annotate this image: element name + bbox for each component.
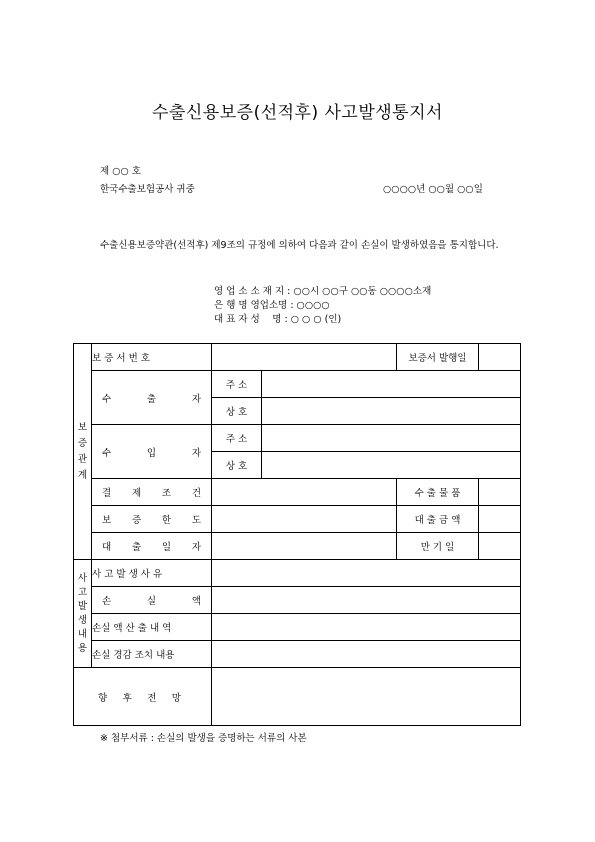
section-accident-char: 내 (77, 628, 88, 640)
section-accident-char: 발 (77, 600, 88, 612)
sender-address-value: ○○시 ○○구 ○○동 ○○○○소재 (293, 286, 432, 297)
label-loan-date (92, 533, 212, 560)
label-maturity: 만 기 일 (397, 533, 479, 560)
outlook-label-char: 전 (147, 692, 157, 704)
document-date: ○○○○년 ○○월 ○○일 (383, 184, 483, 195)
limit-label-char: 보 (102, 515, 112, 526)
sender-rep-label: 대 표 자 성 명 : (214, 314, 291, 325)
exporter-label-char: 수 (102, 393, 112, 405)
document-number: 제 ○○ 호 (100, 166, 141, 177)
sender-representative (214, 311, 341, 325)
section-guarantee-char: 보 (77, 421, 88, 433)
label-issue-date: 보증서 발행일 (397, 344, 479, 371)
loan-date-label-char: 자 (191, 542, 201, 553)
loan-date-label-char: 일 (161, 542, 172, 553)
label-outlook (74, 668, 212, 726)
loan-date-label-char: 대 (102, 542, 112, 553)
sender-address-label: 영 업 소 소 재 지 : (214, 286, 294, 297)
loss-amount-label-char: 손 (102, 596, 112, 607)
outlook-label-char: 후 (122, 692, 132, 704)
label-exporter-trade-name: 상 호 (212, 398, 262, 425)
outlook-label-char: 망 (171, 692, 181, 704)
label-exporter (92, 371, 212, 425)
section-guarantee-char: 계 (77, 469, 88, 481)
field-issue-date[interactable] (479, 344, 521, 371)
loss-amount-label-char: 액 (191, 596, 201, 607)
sender-address (214, 283, 431, 297)
label-settlement (92, 479, 212, 506)
field-loss-amount[interactable] (212, 587, 521, 614)
label-export-item: 수 출 물 품 (397, 479, 479, 506)
section-accident-char: 고 (77, 586, 88, 598)
notice-form-table (73, 343, 521, 726)
label-importer-trade-name: 상 호 (212, 452, 262, 479)
section-guarantee-char: 증 (77, 437, 88, 449)
attachment-note: ※ 첨부서류 : 손실의 발생을 증명하는 서류의 사본 (100, 733, 307, 744)
label-guarantee-number: 보 증 서 번 호 (92, 344, 212, 371)
importer-label-char: 자 (191, 447, 201, 459)
field-loss-detail[interactable] (212, 614, 521, 641)
section-accident-char: 사 (77, 572, 88, 584)
field-settlement[interactable] (212, 479, 397, 506)
label-importer-address: 주 소 (212, 425, 262, 452)
settlement-label-char: 결 (102, 488, 112, 499)
sender-bank-label: 은 행 명 영업소명 : (214, 300, 297, 311)
sender-rep-value: ○ ○ ○ (인) (290, 314, 342, 325)
limit-label-char: 도 (191, 515, 201, 526)
importer-label-char: 수 (102, 447, 112, 459)
label-accident-reason: 사 고 발 생 사 유 (92, 560, 212, 587)
field-loan-date[interactable] (212, 533, 397, 560)
label-importer (92, 425, 212, 479)
field-importer-address[interactable] (262, 425, 521, 452)
recipient: 한국수출보험공사 귀중 (100, 184, 195, 195)
sender-bank-value: ○○○○ (296, 300, 330, 311)
section-guarantee-char: 관 (77, 453, 88, 465)
field-loan-amount[interactable] (479, 506, 521, 533)
settlement-label-char: 건 (191, 488, 201, 499)
exporter-label-char: 출 (146, 393, 157, 405)
field-maturity[interactable] (479, 533, 521, 560)
outlook-label-char: 향 (98, 692, 108, 704)
body-paragraph: 수출신용보증약관(선적후) 제9조의 규정에 의하여 다음과 같이 손실이 발생하였음을 통지합니다. (100, 240, 499, 251)
field-guarantee-limit[interactable] (212, 506, 397, 533)
field-exporter-address[interactable] (262, 371, 521, 398)
label-guarantee-limit (92, 506, 212, 533)
importer-label-char: 입 (146, 447, 157, 459)
limit-label-char: 증 (131, 515, 142, 526)
field-guarantee-number[interactable] (212, 344, 397, 371)
settlement-label-char: 제 (131, 488, 142, 499)
loss-amount-label-char: 실 (146, 596, 157, 607)
field-export-item[interactable] (479, 479, 521, 506)
sender-bank (214, 297, 330, 311)
field-loss-measures[interactable] (212, 641, 521, 668)
section-accident-details (74, 560, 92, 668)
label-loss-measures: 손실 경감 조치 내용 (92, 641, 212, 668)
label-loss-amount (92, 587, 212, 614)
field-importer-trade-name[interactable] (262, 452, 521, 479)
section-accident-char: 용 (77, 642, 88, 654)
field-exporter-trade-name[interactable] (262, 398, 521, 425)
exporter-label-char: 자 (191, 393, 201, 405)
label-loss-detail: 손실 액 산 출 내 역 (92, 614, 212, 641)
label-loan-amount: 대 출 금 액 (397, 506, 479, 533)
label-exporter-address: 주 소 (212, 371, 262, 398)
limit-label-char: 한 (161, 515, 172, 526)
section-accident-char: 생 (77, 614, 88, 626)
settlement-label-char: 조 (161, 488, 172, 499)
section-guarantee-relation (74, 344, 92, 560)
field-outlook[interactable] (212, 668, 521, 726)
field-accident-reason[interactable] (212, 560, 521, 587)
document-title: 수출신용보증(선적후) 사고발생통지서 (152, 103, 443, 123)
loan-date-label-char: 출 (131, 542, 142, 553)
